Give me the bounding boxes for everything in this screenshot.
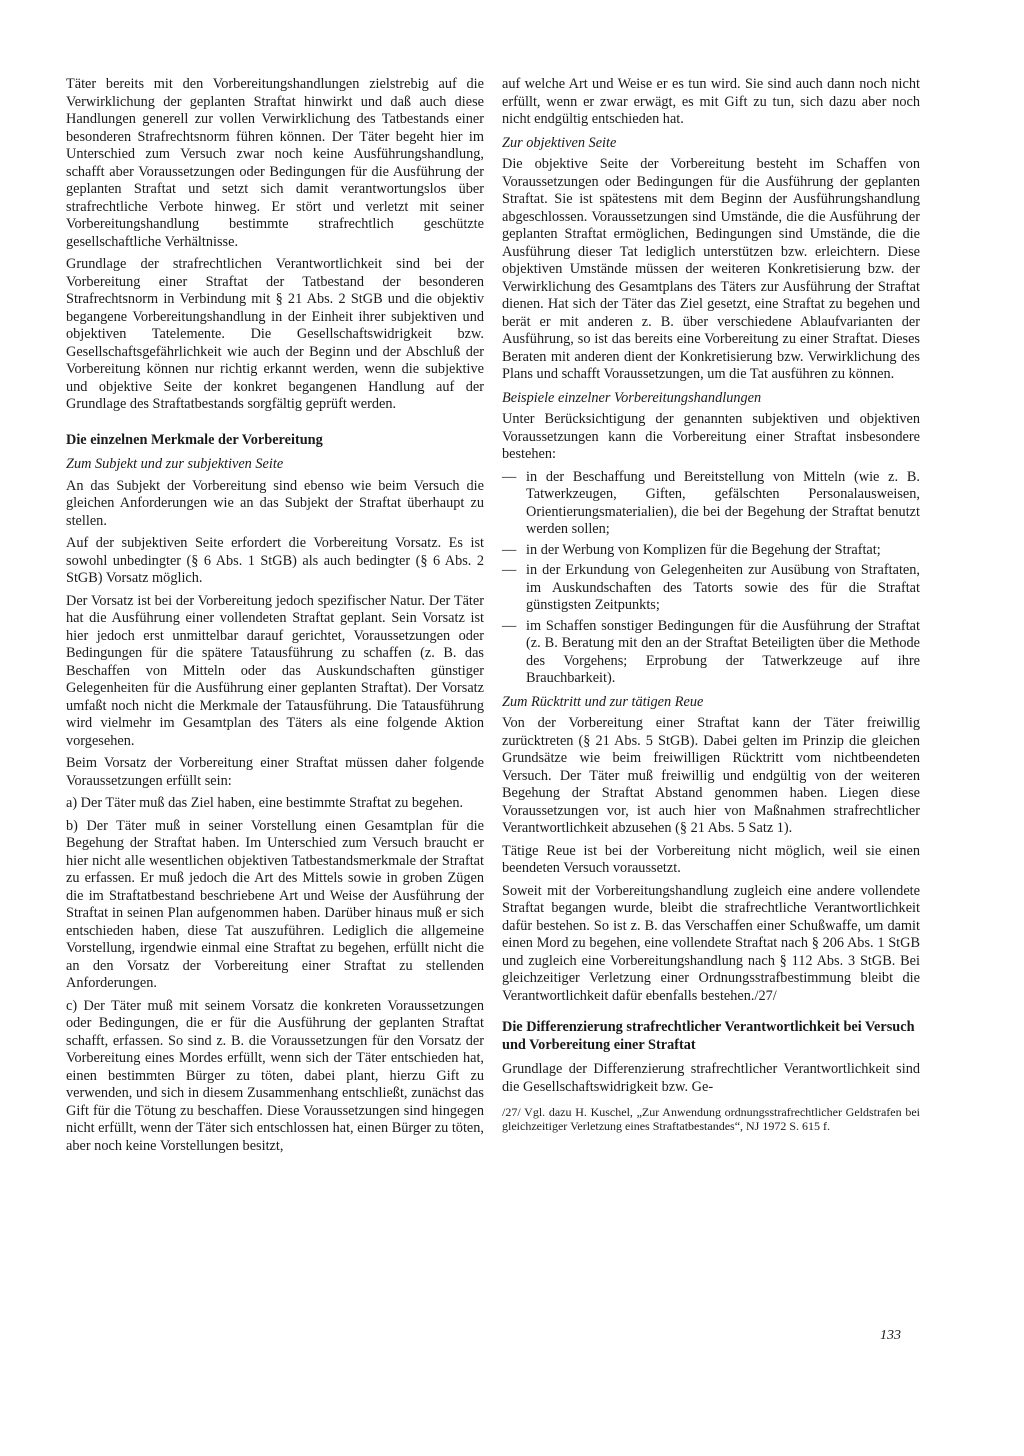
paragraph: Auf der subjektiven Seite erfordert die Vorbereitung Vorsatz. Es ist sowohl unbedingter (§ 6 Abs. 1 StGB) als auch bedingter (§ 6 Abs. 2 StGB) Vorsatz möglich. [66, 535, 484, 586]
paragraph: Grundlage der strafrechtlichen Verantwortlichkeit sind bei der Vorbereitung einer Straftat der Tatbestand der besonderen Strafrechtsnorm in Verbindung mit § 21 Abs. 2 StGB und die objektiv begangene Vorbereitungshandlung in der Einheit ihrer subjektiven und objektiven Tatelemente. Die Gesellschaftswidrigkeit bzw. Gesellschaftsgefährlichkeit wie auch der Beginn und der Abschluß der Vorbereitung können nur richtig erkannt werden, wenn die subjektive und objektive Seite der konkret begangenen Handlung auf der Grundlage des Straftatbestands sorgfältig geprüft werden. [66, 256, 484, 412]
subsection-heading: Zum Subjekt und zur subjektiven Seite [66, 456, 284, 472]
subsection-heading: Zur objektiven Seite [502, 134, 617, 151]
list-item: — in der Erkundung von Gelegenheiten zur Ausübung von Straftaten, im Auskundschaften des Tatorts sowie des für die Straftat günstigsten Zeitpunkts; [502, 562, 920, 615]
paragraph: Täter bereits mit den Vorbereitungshandlungen zielstrebig auf die Verwirklichung der geplanten Straftat hinwirkt und daß auch diese Handlungen generell zur vollen Verwirklichung des Tatbestands einer besonderen Strafrechtsnorm führen können. Der Täter begeht hier im Unterschied zum Versuch zwar noch keine Ausführungshandlung, schafft aber Voraussetzungen oder Bedingungen für die Ausführung der geplanten Straftat und setzt sich damit verantwortungslos über strafrechtliche Verbote hinweg. Er stört und verletzt mit seiner Vorbereitungshandlung bestimmte strafrechtlich geschützte gesellschaftliche Verhältnisse. [66, 76, 484, 250]
paragraph: Beim Vorsatz der Vorbereitung einer Straftat müssen daher folgende Voraussetzungen erfüllt sein: [66, 755, 484, 789]
section-heading: Die einzelnen Merkmale der Vorbereitung [66, 431, 323, 448]
paragraph: Tätige Reue ist bei der Vorbereitung nicht möglich, weil sie einen beendeten Versuch voraussetzt. [502, 842, 920, 876]
list-item: — im Schaffen sonstiger Bedingungen für die Ausführung der Straftat (z. B. Beratung mit den an der Straftat Beteiligten über die Methode des Vorgehens; Erprobung der Tatwerkzeuge auf ihre Brauchbarkeit). [502, 618, 920, 688]
subsection-heading: Zum Rücktritt und zur tätigen Reue [502, 693, 704, 710]
list-item: — in der Werbung von Komplizen für die Begehung der Straftat; [502, 542, 920, 560]
paragraph: Unter Berücksichtigung der genannten subjektiven und objektiven Voraussetzungen kann die Vorbereitung einer Straftat insbesondere bestehen: [502, 411, 920, 462]
paragraph: Soweit mit der Vorbereitungshandlung zugleich eine andere vollendete Straftat begangen wurde, bleibt die strafrechtliche Verantwortlichkeit dafür bestehen. So ist z. B. das Verschaffen einer Schußwaffe, um damit einen Mord zu begehen, eine vollendete Straftat nach § 206 Abs. 1 StGB und zugleich eine Vorbereitungshandlung nach § 112 Abs. 3 StGB. Bei gleichzeitiger Verletzung einer Ordnungsstrafbestimmung bleibt die Verantwortlichkeit dafür ebenfalls bestehen./27/ [502, 882, 920, 1004]
enumerated-item-a: a) Der Täter muß das Ziel haben, eine bestimmte Straftat zu begehen. [66, 795, 464, 811]
right-column [502, 76, 920, 1138]
enumerated-item-b: b) Der Täter muß in seiner Vorstellung einen Gesamtplan für die Begehung der Straftat haben. Im Unterschied zum Versuch braucht er hier nicht alle wesentlichen objektiven Tatbestandsmerkmale der Straftat zu erfassen. Er muß jedoch die Art des Mittels sowie in groben Zügen die im Straftatbestand beschriebene Art und Weise der Ausführung der Straftat in seinen Plan aufgenommen haben. Darüber hinaus muß er sich entschieden haben, diese Tat auszuführen. Lediglich die allgemeine Vorstellung, irgendwie einmal eine Straftat zu begehen, erfüllt nicht die an den Vorsatz der Vorbereitung einer Straftat zu stellenden Anforderungen. [66, 817, 484, 991]
paragraph: auf welche Art und Weise er es tun wird. Sie sind auch dann noch nicht erfüllt, wenn er zwar erwägt, es mit Gift zu tun, sich dazu aber noch nicht endgültig entschieden hat. [502, 76, 920, 127]
subsection-heading: Beispiele einzelner Vorbereitungshandlungen [502, 389, 762, 406]
list-item: — in der Beschaffung und Bereitstellung von Mitteln (wie z. B. Tatwerkzeugen, Giften, gefälschten Personalausweisen, Orientierungsmaterialien), die bei der Begehung der Straftat benutzt werden sollen; [502, 469, 920, 539]
enumerated-item-c: c) Der Täter muß mit seinem Vorsatz die konkreten Voraussetzungen oder Bedingungen, die er für die Ausführung der geplanten Straftat schafft, erfassen. So sind z. B. die Voraussetzungen für den Vorsatz der Vorbereitung eines Mordes erfüllt, wenn sich der Täter entschieden hat, einen bestimmten Bürger zu töten, dabei plant, hierzu Gift zu verwenden, und sich in diesem Zusammenhang entschließt, zunächst das Gift für die Tötung zu beschaffen. Diese Voraussetzungen sind hingegen nicht erfüllt, wenn der Täter sich entschlossen hat, einen Bürger zu töten, aber noch keine Vorstellungen besitzt, [66, 997, 484, 1154]
page-number: 133 [880, 1328, 901, 1343]
paragraph: Grundlage der Differenzierung strafrechtlicher Verantwortlichkeit sind die Gesellschaftswidrigkeit bzw. Ge- [502, 1061, 920, 1095]
paragraph: Von der Vorbereitung einer Straftat kann der Täter freiwillig zurücktreten (§ 21 Abs. 5 StGB). Dabei gelten im Prinzip die gleichen Grundsätze wie beim freiwilligen Rücktritt vom nichtbeendeten Versuch. Der Täter muß freiwillig und endgültig von der weiteren Begehung der Straftat Abstand genommen haben. Liegen diese Voraussetzungen vor, ist auch hier von Maßnahmen strafrechtlicher Verantwortlichkeit abzusehen (§ 21 Abs. 5 Satz 1). [502, 715, 920, 836]
paragraph: Die objektive Seite der Vorbereitung besteht im Schaffen von Voraussetzungen oder Bedingungen für die Ausführung der geplanten Straftat. Sie ist spätestens mit dem Beginn der Ausführungshandlung abgeschlossen. Voraussetzungen sind Umstände, die die Ausführung der geplanten Straftat ermöglichen, Bedingungen sind Umstände, die die Ausführung dieser Tat lediglich unterstützen bzw. erleichtern. Diese objektiven Umstände müssen der weiteren Konkretisierung bzw. der Verwirklichung des Gesamtplans des Täters zur Ausführung der Straftat dienen. Hat sich der Täter das Ziel gesetzt, eine Straftat zu begehen und berät er mit anderen z. B. über verschiedene Ablaufvarianten der Ausführung, so ist das bereits eine Vorbereitung zu einer Straftat. Dieses Beraten mit anderen dient der Konkretisierung bzw. Verwirklichung des Plans und schafft Voraussetzungen, um die Tat ausführen zu können. [502, 156, 920, 382]
footnote: /27/ Vgl. dazu H. Kuschel, „Zur Anwendung ordnungsstrafrechtlicher Geldstrafen bei gleichzeitiger Verletzung eines Straftatbestandes“, NJ 1972 S. 615 f. [502, 1105, 920, 1133]
left-column [66, 76, 484, 1160]
examples-list [502, 469, 920, 688]
paragraph: Der Vorsatz ist bei der Vorbereitung jedoch spezifischer Natur. Der Täter hat die Ausführung einer vollendeten Straftat geplant. Sein Vorsatz ist hier jedoch erst unmittelbar darauf gerichtet, Voraussetzungen oder Bedingungen für die spätere Tatausführung zu schaffen (z. B. das Beschaffen von Mitteln oder das Auskundschaften günstiger Gelegenheiten für die Ausführung einer geplanten Straftat). Der Vorsatz umfaßt noch nicht die Merkmale der Tatausführung. Die Tatausführung wird vielmehr im Gesamtplan des Täters als eine folgende Aktion vorgesehen. [66, 592, 484, 749]
paragraph: An das Subjekt der Vorbereitung sind ebenso wie beim Versuch die gleichen Anforderungen wie an das Subjekt der Straftat überhaupt zu stellen. [66, 477, 484, 529]
section-heading: Die Differenzierung strafrechtlicher Verantwortlichkeit bei Versuch und Vorbereitung einer Straftat [502, 1019, 915, 1053]
